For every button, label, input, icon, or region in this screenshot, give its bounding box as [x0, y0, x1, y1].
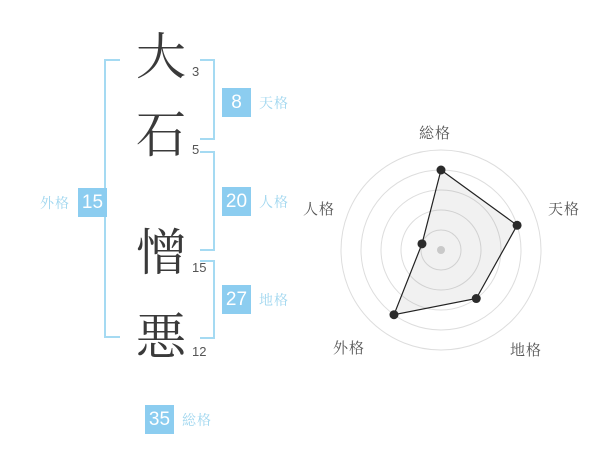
tenkaku-label: 天格 [259, 94, 289, 111]
radar-axis-label-tenkaku: 天格 [548, 201, 581, 218]
name-kanji: 悪 [136, 309, 186, 365]
stroke-count: 15 [192, 260, 207, 275]
name-kanji: 石 [136, 107, 186, 163]
radar-axis-label-chikaku: 地格 [510, 342, 543, 359]
name-char-row [136, 225, 207, 281]
gaikaku-value-badge: 15 [78, 188, 107, 217]
radar-axis-label-soukaku: 総格 [418, 125, 451, 142]
chikaku-score-group [222, 285, 289, 314]
jinkaku-value-badge: 20 [222, 187, 251, 216]
name-kanji: 大 [136, 29, 186, 85]
tenkaku-bracket [200, 59, 215, 140]
soukaku-score-group [145, 405, 212, 434]
radar-axis-label-jinkaku: 人格 [303, 201, 336, 218]
jinkaku-label: 人格 [259, 193, 289, 210]
tenkaku-value-badge: 8 [222, 88, 251, 117]
name-kanji: 憎 [136, 225, 186, 281]
chikaku-label: 地格 [259, 291, 289, 308]
radar-axis-label-gaikaku: 外格 [333, 340, 366, 357]
stroke-count: 12 [192, 344, 207, 359]
soukaku-value-badge: 35 [145, 405, 174, 434]
chikaku-value-badge: 27 [222, 285, 251, 314]
tenkaku-score-group [222, 88, 289, 117]
name-char-row [136, 309, 207, 365]
stroke-count: 5 [192, 142, 200, 157]
name-char-row [136, 29, 200, 85]
gaikaku-label: 外格 [40, 194, 70, 211]
name-char-row [136, 107, 200, 163]
stroke-count: 3 [192, 64, 200, 79]
jinkaku-score-group [222, 187, 289, 216]
gaikaku-score-group [40, 188, 107, 217]
soukaku-label: 総格 [182, 411, 212, 428]
